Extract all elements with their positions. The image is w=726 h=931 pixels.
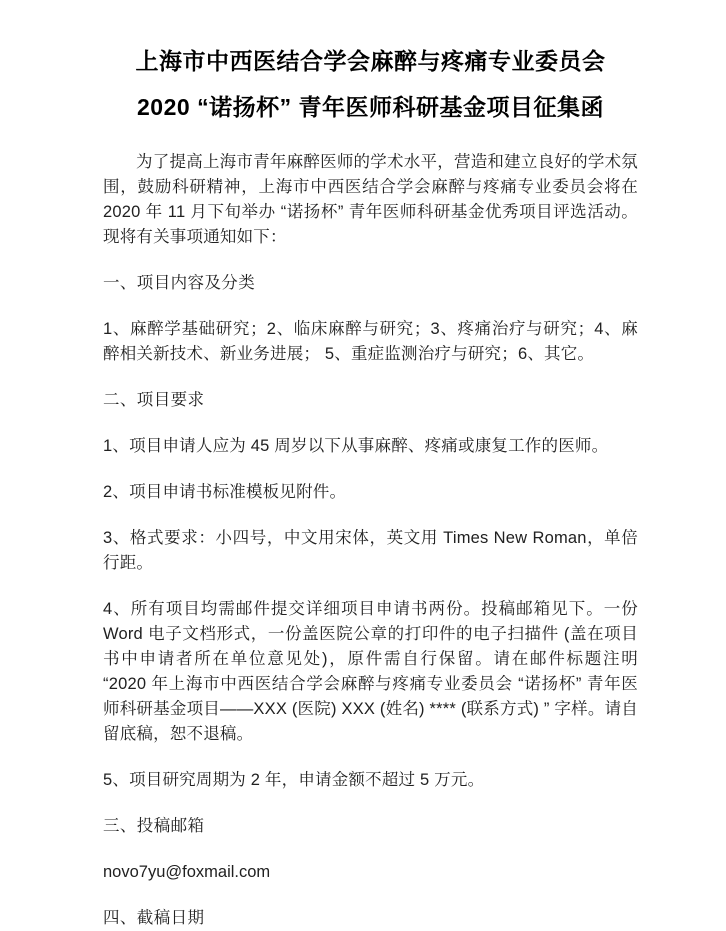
document-title-line1: 上海市中西医结合学会麻醉与疼痛专业委员会	[135, 48, 606, 74]
section-1-item-categories: 1、麻醉学基础研究；2、临床麻醉与研究；3、疼痛治疗与研究；4、麻醉相关新技术、新业务进展； 5、重症监测治疗与研究；6、其它。	[103, 320, 638, 363]
document-title-line2: 2020 “诺扬杯” 青年医师科研基金项目征集函	[137, 94, 604, 120]
section-2-item-4: 4、所有项目均需邮件提交详细项目申请书两份。投稿邮箱见下。一份 Word 电子文档形式，一份盖医院公章的打印件的电子扫描件 (盖在项目书中申请者所在单位意见处)，原件需自行保留。请在邮件标题注明 “2020 年上海市中西医结合学会麻醉与疼痛专业委员会 “诺扬杯” 青年医师科研基金项目——XXX (医院) XXX (姓名) **** (联系方式) ” 字样。请自留底稿，恕不退稿。	[103, 600, 638, 743]
section-2-heading: 二、项目要求	[103, 391, 205, 409]
section-3-heading: 三、投稿邮箱	[103, 817, 205, 835]
intro-paragraph: 为了提高上海市青年麻醉医师的学术水平，营造和建立良好的学术氛围，鼓励科研精神，上海市中西医结合学会麻醉与疼痛专业委员会将在 2020 年 11 月下旬举办 “诺扬杯” 青年医师科研基金优秀项目评选活动。现将有关事项通知如下：	[103, 153, 638, 246]
section-1-heading: 一、项目内容及分类	[103, 274, 256, 292]
submission-email: novo7yu@foxmail.com	[103, 863, 271, 881]
section-2-item-5: 5、项目研究周期为 2 年，申请金额不超过 5 万元。	[103, 771, 485, 789]
section-2-item-1: 1、项目申请人应为 45 周岁以下从事麻醉、疼痛或康复工作的医师。	[103, 437, 609, 455]
section-4-heading: 四、截稿日期	[103, 909, 205, 927]
section-2-item-2: 2、项目申请书标准模板见附件。	[103, 483, 347, 501]
section-2-item-3: 3、格式要求：小四号，中文用宋体，英文用 Times New Roman，单倍行距。	[103, 529, 638, 572]
